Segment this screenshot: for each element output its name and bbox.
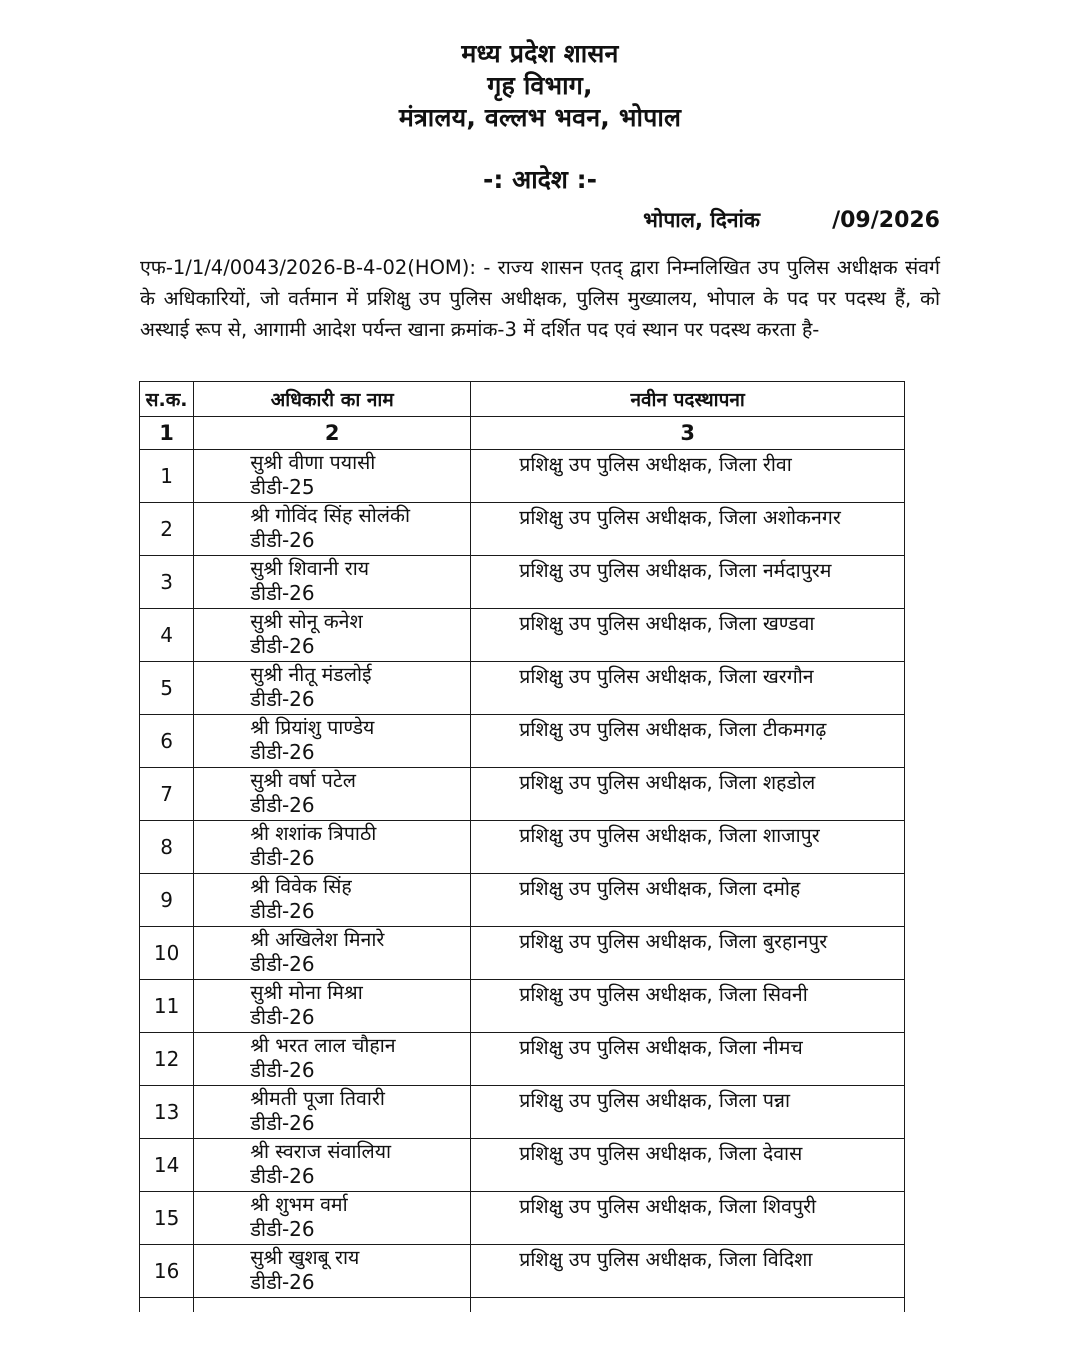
- officer-name: सुश्री वर्षा पटेल: [250, 769, 356, 792]
- new-posting-cell: प्रशिक्षु उप पुलिस अधीक्षक, जिला नर्मदापुरम: [471, 556, 905, 609]
- table-row: [140, 1033, 905, 1086]
- officer-name-cell: [194, 874, 471, 927]
- column-number-row: [140, 417, 905, 450]
- serial-number-cell: 15: [140, 1192, 194, 1245]
- officer-name-cell: [194, 715, 471, 768]
- table-row: [140, 768, 905, 821]
- table-row: [140, 874, 905, 927]
- new-posting-cell: प्रशिक्षु उप पुलिस अधीक्षक, जिला शिवपुरी: [471, 1192, 905, 1245]
- serial-number-cell: 3: [140, 556, 194, 609]
- department-name: गृह विभाग,: [487, 71, 593, 100]
- posting-table: [139, 381, 905, 1312]
- table-row: [140, 1086, 905, 1139]
- officer-name: श्री प्रियांशु पाण्डेय: [250, 716, 375, 739]
- serial-number-cell: 6: [140, 715, 194, 768]
- serial-number-cell: 9: [140, 874, 194, 927]
- continuation-row: [140, 1298, 905, 1313]
- table-row: [140, 503, 905, 556]
- header-officer-name: अधिकारी का नाम: [194, 382, 471, 417]
- officer-name: सुश्री खुशबू राय: [250, 1246, 360, 1269]
- date-value: /09/2026: [832, 208, 940, 233]
- table-row: [140, 556, 905, 609]
- officer-name-cell: [194, 609, 471, 662]
- new-posting-cell: प्रशिक्षु उप पुलिस अधीक्षक, जिला विदिशा: [471, 1245, 905, 1298]
- officer-name-cell: [194, 821, 471, 874]
- header-serial-number: स.क.: [140, 382, 194, 417]
- table-row: [140, 821, 905, 874]
- officer-name-cell: [194, 768, 471, 821]
- table-row: [140, 927, 905, 980]
- table-row: [140, 1139, 905, 1192]
- officer-name: सुश्री सोनू कनेश: [250, 610, 363, 633]
- column-number: 2: [194, 417, 471, 450]
- officer-name-cell: [194, 662, 471, 715]
- officer-name-cell: [194, 556, 471, 609]
- officer-name: सुश्री वीणा पयासी: [250, 451, 376, 474]
- officer-name-cell: [194, 1139, 471, 1192]
- officer-name: श्री विवेक सिंह: [250, 875, 352, 898]
- new-posting-cell: प्रशिक्षु उप पुलिस अधीक्षक, जिला दमोह: [471, 874, 905, 927]
- officer-name: श्री भरत लाल चौहान: [250, 1034, 396, 1057]
- officer-name: श्री गोविंद सिंह सोलंकी: [250, 504, 410, 527]
- officer-cadre: डीडी-26: [250, 952, 315, 976]
- date-line: [643, 206, 940, 234]
- officer-name-cell: [194, 980, 471, 1033]
- serial-number-cell: 7: [140, 768, 194, 821]
- serial-number-cell: 5: [140, 662, 194, 715]
- serial-number-cell: 11: [140, 980, 194, 1033]
- place-date-label: भोपाल, दिनांक: [643, 208, 761, 232]
- office-address: मंत्रालय, वल्लभ भवन, भोपाल: [398, 103, 682, 132]
- table-row: [140, 609, 905, 662]
- officer-cadre: डीडी-26: [250, 1058, 315, 1082]
- officer-name: श्रीमती पूजा तिवारी: [250, 1087, 385, 1110]
- officer-cadre: डीडी-26: [250, 846, 315, 870]
- officer-cadre: डीडी-26: [250, 793, 315, 817]
- officer-cadre: डीडी-26: [250, 740, 315, 764]
- serial-number-cell: 1: [140, 450, 194, 503]
- officer-name-cell: [194, 1245, 471, 1298]
- new-posting-cell: प्रशिक्षु उप पुलिस अधीक्षक, जिला बुरहानपुर: [471, 927, 905, 980]
- new-posting-cell: प्रशिक्षु उप पुलिस अधीक्षक, जिला खण्डवा: [471, 609, 905, 662]
- continuation-cell: [194, 1298, 471, 1313]
- new-posting-cell: प्रशिक्षु उप पुलिस अधीक्षक, जिला नीमच: [471, 1033, 905, 1086]
- officer-name-cell: [194, 1192, 471, 1245]
- order-title: -: आदेश :-: [483, 165, 597, 194]
- serial-number-cell: 10: [140, 927, 194, 980]
- officer-cadre: डीडी-26: [250, 1164, 315, 1188]
- header-new-posting: नवीन पदस्थापना: [471, 382, 905, 417]
- officer-cadre: डीडी-25: [250, 475, 315, 499]
- continuation-cell: [140, 1298, 194, 1313]
- officer-name-cell: [194, 1033, 471, 1086]
- officer-name-cell: [194, 1086, 471, 1139]
- table-row: [140, 980, 905, 1033]
- officer-cadre: डीडी-26: [250, 1005, 315, 1029]
- new-posting-cell: प्रशिक्षु उप पुलिस अधीक्षक, जिला रीवा: [471, 450, 905, 503]
- document-header: [0, 38, 1080, 134]
- new-posting-cell: प्रशिक्षु उप पुलिस अधीक्षक, जिला अशोकनगर: [471, 503, 905, 556]
- serial-number-cell: 13: [140, 1086, 194, 1139]
- serial-number-cell: 8: [140, 821, 194, 874]
- officer-cadre: डीडी-26: [250, 899, 315, 923]
- officer-cadre: डीडी-26: [250, 1217, 315, 1241]
- officer-name: सुश्री मोना मिश्रा: [250, 981, 363, 1004]
- table-header-row: [140, 382, 905, 417]
- new-posting-cell: प्रशिक्षु उप पुलिस अधीक्षक, जिला खरगौन: [471, 662, 905, 715]
- officer-name: श्री शुभम वर्मा: [250, 1193, 348, 1216]
- officer-name: सुश्री नीतू मंडलोई: [250, 663, 372, 686]
- serial-number-cell: 14: [140, 1139, 194, 1192]
- serial-number-cell: 12: [140, 1033, 194, 1086]
- government-name: मध्य प्रदेश शासन: [461, 39, 619, 68]
- serial-number-cell: 16: [140, 1245, 194, 1298]
- officer-cadre: डीडी-26: [250, 528, 315, 552]
- column-number: 1: [140, 417, 194, 450]
- officer-cadre: डीडी-26: [250, 1270, 315, 1294]
- column-number: 3: [471, 417, 905, 450]
- table-row: [140, 715, 905, 768]
- table-row: [140, 1192, 905, 1245]
- officer-name-cell: [194, 927, 471, 980]
- new-posting-cell: प्रशिक्षु उप पुलिस अधीक्षक, जिला टीकमगढ़: [471, 715, 905, 768]
- officer-name-cell: [194, 503, 471, 556]
- serial-number-cell: 4: [140, 609, 194, 662]
- new-posting-cell: प्रशिक्षु उप पुलिस अधीक्षक, जिला पन्ना: [471, 1086, 905, 1139]
- officer-cadre: डीडी-26: [250, 687, 315, 711]
- serial-number-cell: 2: [140, 503, 194, 556]
- new-posting-cell: प्रशिक्षु उप पुलिस अधीक्षक, जिला सिवनी: [471, 980, 905, 1033]
- table-row: [140, 662, 905, 715]
- new-posting-cell: प्रशिक्षु उप पुलिस अधीक्षक, जिला देवास: [471, 1139, 905, 1192]
- officer-cadre: डीडी-26: [250, 634, 315, 658]
- new-posting-cell: प्रशिक्षु उप पुलिस अधीक्षक, जिला शहडोल: [471, 768, 905, 821]
- officer-name: सुश्री शिवानी राय: [250, 557, 370, 580]
- officer-cadre: डीडी-26: [250, 581, 315, 605]
- officer-name: श्री अखिलेश मिनारे: [250, 928, 385, 951]
- officer-name-cell: [194, 450, 471, 503]
- officer-cadre: डीडी-26: [250, 1111, 315, 1135]
- table-row: [140, 450, 905, 503]
- continuation-cell: [471, 1298, 905, 1313]
- new-posting-cell: प्रशिक्षु उप पुलिस अधीक्षक, जिला शाजापुर: [471, 821, 905, 874]
- order-body-text: एफ-1/1/4/0043/2026-B-4-02(HOM): - राज्य शासन एतद् द्वारा निम्नलिखित उप पुलिस अधीक्षक संवर्ग के अधिकारियों, जो वर्तमान में प्रशिक्षु उप पुलिस अधीक्षक, पुलिस मुख्यालय, भोपाल के पद पर पदस्थ हैं, को अस्थाई रूप से, आगामी आदेश पर्यन्त खाना क्रमांक-3 में दर्शित पद एवं स्थान पर पदस्थ करता है-: [140, 256, 940, 341]
- table-row: [140, 1245, 905, 1298]
- officer-name: श्री शशांक त्रिपाठी: [250, 822, 377, 845]
- officer-name: श्री स्वराज संवालिया: [250, 1140, 392, 1163]
